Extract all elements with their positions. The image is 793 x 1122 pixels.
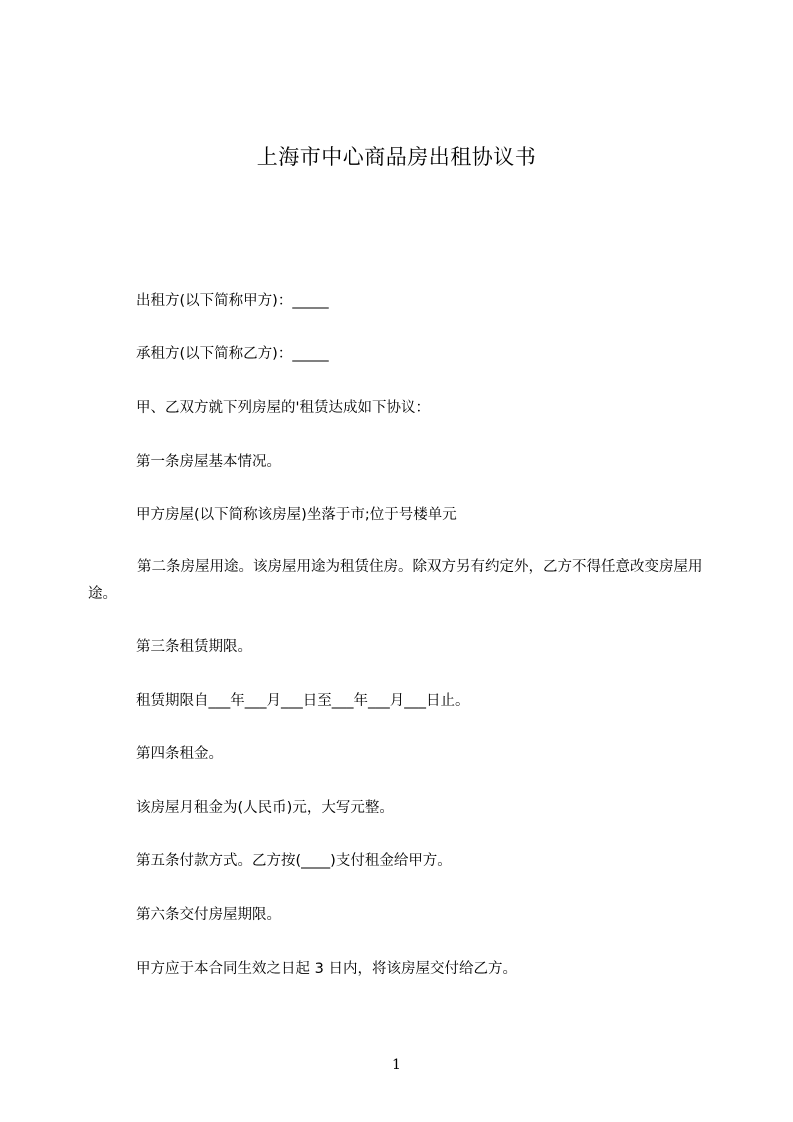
paragraph-agreement-intro: 甲、乙双方就下列房屋的'租赁达成如下协议：	[136, 400, 430, 416]
paragraph-article-3-heading: 第三条租赁期限。	[136, 639, 252, 655]
document-title: 上海市中心商品房出租协议书	[256, 145, 537, 169]
paragraph-lessee: 承租方(以下简称乙方)：_____	[136, 346, 329, 362]
paragraph-article-4-heading: 第四条租金。	[136, 746, 223, 762]
paragraph-article-6-heading: 第六条交付房屋期限。	[136, 907, 281, 923]
paragraph-lessor: 出租方(以下简称甲方)：_____	[136, 293, 329, 309]
page-number: 1	[392, 1057, 401, 1073]
paragraph-article-1-body: 甲方房屋(以下简称该房屋)坐落于市;位于号楼单元	[136, 507, 457, 523]
paragraph-article-1-heading: 第一条房屋基本情况。	[136, 454, 281, 470]
paragraph-article-5: 第五条付款方式。乙方按(____)支付租金给甲方。	[136, 853, 452, 869]
paragraph-article-2: 第二条房屋用途。该房屋用途为租赁住房。除双方另有约定外，乙方不得任意改变房屋用途。	[88, 559, 703, 602]
paragraph-article-6-body: 甲方应于本合同生效之日起 3 日内，将该房屋交付给乙方。	[136, 961, 517, 977]
paragraph-article-3-body: 租赁期限自___年___月___日至___年___月___日止。	[136, 693, 470, 709]
paragraph-article-4-body: 该房屋月租金为(人民币)元，大写元整。	[136, 800, 394, 816]
